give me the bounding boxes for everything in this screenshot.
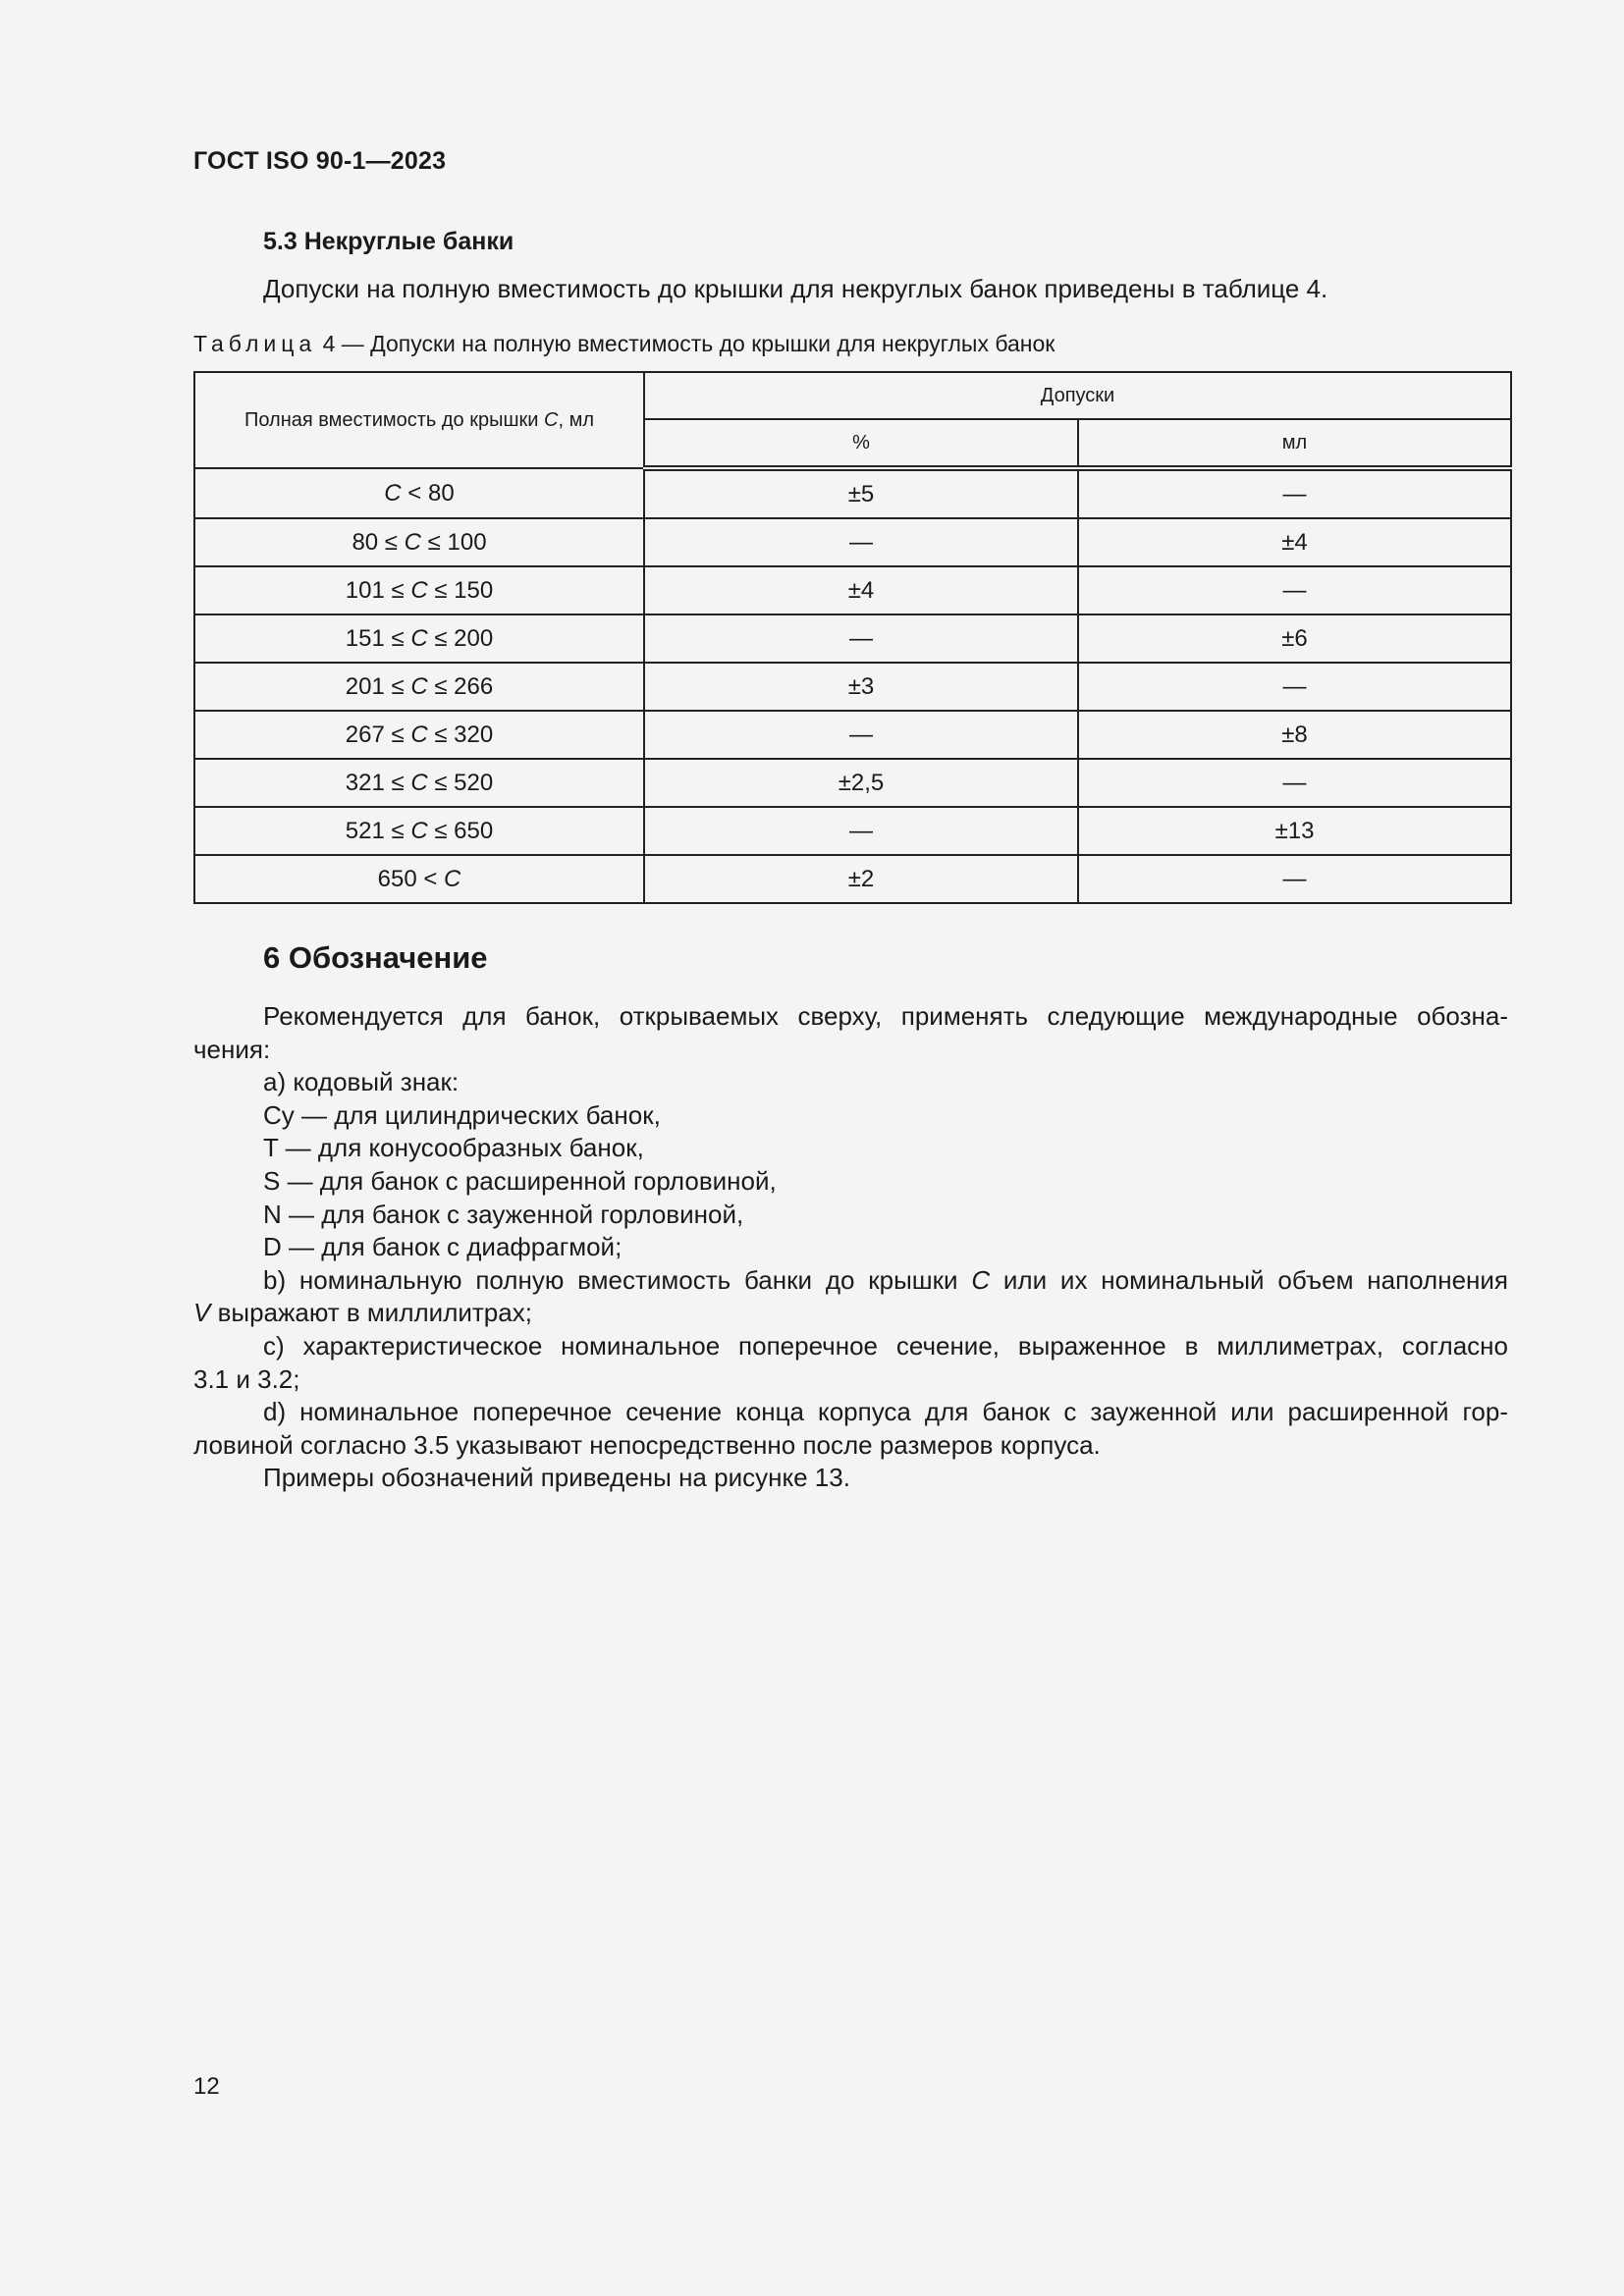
table-row (194, 614, 1511, 663)
percent-cell: ±2,5 (644, 759, 1078, 807)
header-percent: % (644, 419, 1078, 468)
section-5-3-title: 5.3 Некруглые банки (263, 228, 514, 255)
percent-cell: ±3 (644, 663, 1078, 711)
table-row (194, 807, 1511, 855)
capacity-cell: 80 ≤ C ≤ 100 (194, 518, 644, 566)
capacity-cell: 267 ≤ C ≤ 320 (194, 711, 644, 759)
table-row (194, 855, 1511, 903)
table-caption (193, 331, 1055, 357)
item-b-line2: V выражают в миллилитрах; (193, 1298, 532, 1328)
ml-cell: ±13 (1078, 807, 1511, 855)
ml-cell: ±8 (1078, 711, 1511, 759)
section-6-body (193, 1000, 1508, 1495)
percent-cell: ±5 (644, 468, 1078, 518)
section-6-title: 6 Обозначение (263, 940, 488, 975)
percent-cell: — (644, 518, 1078, 566)
code-s: S — для банок с расширенной горловиной, (263, 1165, 777, 1196)
item-d-line2: ловиной согласно 3.5 указывают непосредственно после размеров корпуса. (193, 1429, 1101, 1460)
header-ml: мл (1078, 419, 1511, 468)
ml-cell: — (1078, 468, 1511, 518)
examples-note: Примеры обозначений приведены на рисунке 13. (263, 1463, 850, 1493)
capacity-cell: 151 ≤ C ≤ 200 (194, 614, 644, 663)
capacity-cell: 201 ≤ C ≤ 266 (194, 663, 644, 711)
table-caption-label: Таблица (193, 331, 317, 356)
table-row (194, 518, 1511, 566)
code-cy: Cy — для цилиндрических банок, (263, 1099, 661, 1130)
ml-cell: — (1078, 566, 1511, 614)
table-row (194, 663, 1511, 711)
tolerance-table (193, 371, 1512, 904)
item-c-line1: c) характеристическое номинальное поперечное сечение, выраженное в миллиметрах, согласно (263, 1330, 1508, 1361)
item-a: а) кодовый знак: (263, 1067, 460, 1097)
code-d: D — для банок с диафрагмой; (263, 1232, 623, 1262)
table-caption-text: 4 — Допуски на полную вместимость до крышки для некруглых банок (322, 331, 1056, 356)
header-tolerances: Допуски (644, 372, 1511, 419)
ml-cell: — (1078, 759, 1511, 807)
para1-line1: Рекомендуется для банок, открываемых сверху, применять следующие международные обозна- (263, 1001, 1508, 1031)
section-5-3-intro: Допуски на полную вместимость до крышки для некруглых банок приведены в таблице 4. (263, 274, 1328, 303)
code-t: T — для конусообразных банок, (263, 1133, 644, 1163)
document-header: ГОСТ ISO 90-1—2023 (193, 147, 447, 175)
item-c-line2: 3.1 и 3.2; (193, 1363, 300, 1394)
ml-cell: ±4 (1078, 518, 1511, 566)
capacity-cell: C < 80 (194, 468, 644, 518)
code-n: N — для банок с зауженной горловиной, (263, 1199, 744, 1229)
capacity-cell: 650 < C (194, 855, 644, 903)
capacity-cell: 101 ≤ C ≤ 150 (194, 566, 644, 614)
capacity-cell: 521 ≤ C ≤ 650 (194, 807, 644, 855)
table-row (194, 468, 1511, 518)
ml-cell: — (1078, 855, 1511, 903)
percent-cell: — (644, 711, 1078, 759)
item-d-line1: d) номинальное поперечное сечение конца корпуса для банок с зауженной или расширенной гор- (263, 1397, 1508, 1427)
page-number: 12 (193, 2073, 220, 2100)
ml-cell: — (1078, 663, 1511, 711)
table-row (194, 711, 1511, 759)
percent-cell: ±2 (644, 855, 1078, 903)
header-capacity: Полная вместимость до крышки C, мл (194, 372, 644, 468)
item-b-line1: b) номинальную полную вместимость банки до крышки C или их номинальный объем наполнения (263, 1264, 1508, 1295)
para1-line2: чения: (193, 1034, 271, 1064)
percent-cell: ±4 (644, 566, 1078, 614)
table-row (194, 759, 1511, 807)
ml-cell: ±6 (1078, 614, 1511, 663)
percent-cell: — (644, 614, 1078, 663)
capacity-cell: 321 ≤ C ≤ 520 (194, 759, 644, 807)
table-row (194, 566, 1511, 614)
percent-cell: — (644, 807, 1078, 855)
